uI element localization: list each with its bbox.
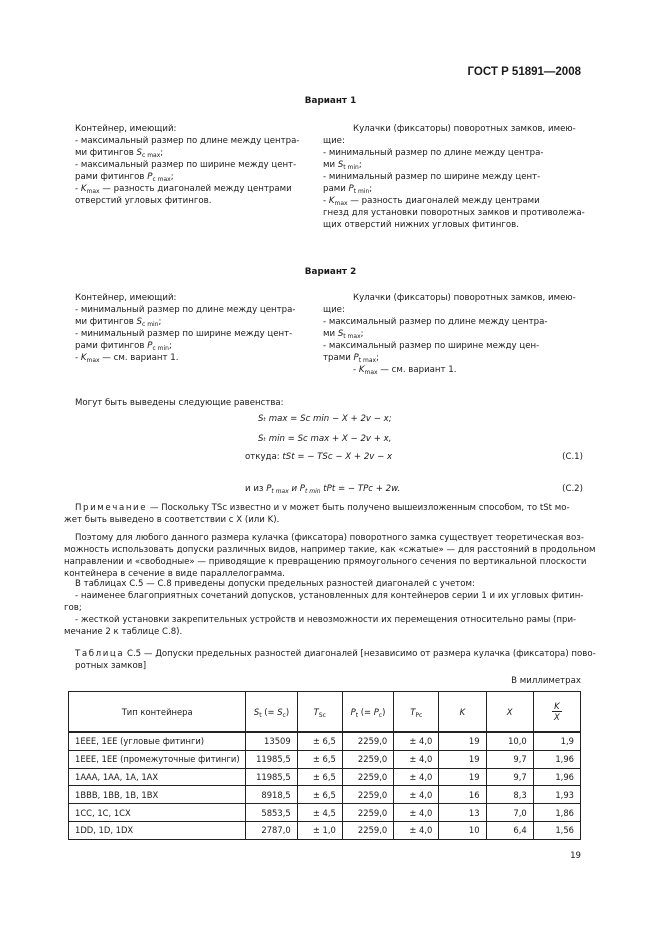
v2-left-l2b: рами фитингов $P_{c min}$; — [75, 341, 172, 352]
v1-left-intro: Контейнер, имеющий: — [75, 124, 177, 134]
para-1b: можность использовать допуски различных видов, например такие, как «сжатые» — для расстояний в продольном — [64, 545, 596, 555]
col-k: K — [439, 692, 486, 733]
table-cell: 2259,0 — [342, 768, 393, 786]
para-1d: контейнера в сечение в виде параллелограмма. — [64, 569, 285, 579]
table-row — [69, 732, 581, 750]
col-type: Тип контейнера — [69, 692, 246, 733]
v1-right-r1a: - минимальный размер по длине между центра- — [323, 148, 544, 158]
table-cell: 1ВВВ, 1ВВ, 1В, 1ВХ — [69, 786, 246, 804]
equation-3-number: (С.1) — [562, 452, 583, 462]
equation-2: Sₜ min = Sc max + X − 2v + x, — [258, 434, 392, 444]
table-cell: 6,4 — [486, 821, 533, 839]
table-units: В миллиметрах — [511, 676, 581, 686]
table-caption-a: Таблица С.5 — Допуски предельных разностей диагоналей [независимо от размера кулачка (фиксатора) пово- — [75, 649, 596, 659]
table-cell: ± 4,0 — [394, 750, 439, 768]
table-cell: 13 — [439, 804, 486, 822]
col-x: X — [486, 692, 533, 733]
table-cell: ± 6,5 — [297, 786, 342, 804]
equation-3: откуда: tSt = − TSc − X + 2v − x — [245, 452, 393, 462]
v1-left-l2b: рами фитингов $P_{c max}$; — [75, 172, 174, 183]
v1-left-l3b: отверстий угловых фитингов. — [75, 196, 212, 206]
v2-right-r2b: трами $P_{t max}$; — [323, 353, 379, 364]
table-cell: 9,7 — [486, 750, 533, 768]
v2-right-r2a: - максимальный размер по ширине между цен- — [323, 341, 540, 351]
table-cell: 1,9 — [533, 732, 580, 750]
note-line-1: Примечание — Поскольку TSc известно и v может быть получено вышеизложенным способом, то tSt мо- — [75, 503, 570, 513]
para-2: В таблицах С.5 — С.8 приведены допуски предельных разностей диагоналей с учетом: — [75, 579, 475, 589]
table-cell: 2259,0 — [342, 750, 393, 768]
table-cell: ± 4,0 — [394, 821, 439, 839]
col-st: $S_t$ (= $S_c$) — [246, 692, 297, 733]
table-cell: 11985,5 — [246, 768, 297, 786]
para-3b: гов; — [64, 603, 82, 613]
table-row — [69, 786, 581, 804]
table-row — [69, 750, 581, 768]
table-row — [69, 821, 581, 839]
equations-intro: Могут быть выведены следующие равенства: — [75, 398, 284, 408]
para-4a: - жесткой установки закрепительных устройств и невозможности их перемещения относительно рамы (при- — [75, 615, 577, 625]
v1-right-r3c: щих отверстий нижних угловых фитингов. — [323, 220, 519, 230]
table-cell: 2259,0 — [342, 804, 393, 822]
para-1a: Поэтому для любого данного размера кулачка (фиксатора) поворотного замка существует теоретическая воз- — [75, 533, 584, 543]
v2-left-intro: Контейнер, имеющий: — [75, 293, 177, 303]
para-1c: направлении и «свободные» — приводящие к превращению прямоугольного сечения по вертикальной плоскости — [64, 557, 587, 567]
table-row — [69, 768, 581, 786]
table-cell: ± 6,5 — [297, 732, 342, 750]
table-cell: 19 — [439, 750, 486, 768]
v1-left-l1a: - максимальный размер по длине между центра- — [75, 136, 300, 146]
tolerance-table — [68, 691, 581, 840]
col-pt: $P_t$ (= $P_c$) — [342, 692, 393, 733]
v2-left-l2a: - минимальный размер по ширине между цент- — [75, 329, 293, 339]
equation-4: и из $P_{t max}$ и $P_{t min}$ tPt = − TPc + 2w. — [245, 484, 401, 495]
table-caption-b: ротных замков] — [75, 661, 147, 671]
col-tpc: $T_{Pc}$ — [394, 692, 439, 733]
table-cell: 2259,0 — [342, 786, 393, 804]
document-id: ГОСТ Р 51891—2008 — [467, 66, 581, 78]
table-cell: 2787,0 — [246, 821, 297, 839]
equation-1: Sₜ max = Sc min − X + 2v − x; — [258, 414, 392, 424]
table-cell: 11985,5 — [246, 750, 297, 768]
table-cell: 19 — [439, 768, 486, 786]
v2-right-intro2: щие: — [323, 305, 345, 315]
table-cell: 13509 — [246, 732, 297, 750]
table-cell: ± 4,0 — [394, 768, 439, 786]
table-cell: 1ЕЕЕ, 1ЕЕ (промежуточные фитинги) — [69, 750, 246, 768]
table-cell: 10 — [439, 821, 486, 839]
v1-right-r2b: рами $P_{t min}$; — [323, 184, 373, 195]
v1-right-intro1: Кулачки (фиксаторы) поворотных замков, имею- — [353, 124, 576, 134]
table-cell: ± 4,5 — [297, 804, 342, 822]
table-cell: 1,56 — [533, 821, 580, 839]
v1-right-r3b: гнезд для установки поворотных замков и противолежа- — [323, 208, 585, 218]
table-cell: ± 1,0 — [297, 821, 342, 839]
table-cell: 7,0 — [486, 804, 533, 822]
table-cell: 1ЕЕЕ, 1ЕЕ (угловые фитинги) — [69, 732, 246, 750]
table-cell: 19 — [439, 732, 486, 750]
para-4b: мечание 2 к таблице С.8). — [64, 627, 183, 637]
equation-4-number: (С.2) — [562, 484, 583, 494]
col-tsc: $T_{Sc}$ — [297, 692, 342, 733]
table-header-row — [69, 692, 581, 733]
v1-right-r3: - $K_{max}$ — разность диагоналей между центрами — [323, 196, 540, 207]
v1-right-intro2: щие: — [323, 136, 345, 146]
table-cell: 1,93 — [533, 786, 580, 804]
v2-right-r1a: - максимальный размер по длине между центра- — [323, 317, 548, 327]
table-cell: 10,0 — [486, 732, 533, 750]
v2-left-l3: - $K_{max}$ — см. вариант 1. — [75, 353, 179, 364]
v2-left-l1b: ми фитингов $S_{c min}$; — [75, 317, 162, 328]
table-cell: ± 4,0 — [394, 804, 439, 822]
table-cell: 1DD, 1D, 1DX — [69, 821, 246, 839]
table-cell: 16 — [439, 786, 486, 804]
table-row — [69, 804, 581, 822]
table-cell: 2259,0 — [342, 732, 393, 750]
table-cell: ± 4,0 — [394, 786, 439, 804]
table-cell: 1,96 — [533, 768, 580, 786]
v1-left-l2a: - максимальный размер по ширине между цент- — [75, 160, 297, 170]
table-cell: 1,96 — [533, 750, 580, 768]
table-cell: 1ААА, 1АА, 1А, 1АХ — [69, 768, 246, 786]
note-line-2: жет быть выведено в соответствии с X (или K). — [64, 515, 280, 525]
v2-right-r3: - $K_{max}$ — см. вариант 1. — [353, 365, 457, 376]
v2-right-r1b: ми $S_{t max}$; — [323, 329, 364, 340]
v1-left-l1b: ми фитингов $S_{c max}$; — [75, 148, 164, 159]
table-cell: 5853,5 — [246, 804, 297, 822]
table-cell: ± 6,5 — [297, 768, 342, 786]
table-cell: 8918,5 — [246, 786, 297, 804]
variant-2-title: Вариант 2 — [304, 267, 357, 277]
v2-left-l1a: - минимальный размер по длине между центра- — [75, 305, 296, 315]
table-cell: ± 6,5 — [297, 750, 342, 768]
v1-left-l3: - $K_{max}$ — разность диагоналей между центрами — [75, 184, 292, 195]
v1-right-r2a: - минимальный размер по ширине между цент- — [323, 172, 541, 182]
table-cell: ± 4,0 — [394, 732, 439, 750]
table-cell: 1,86 — [533, 804, 580, 822]
col-k-over-x: $\frac{K}{X}$ — [533, 692, 580, 733]
table-cell: 9,7 — [486, 768, 533, 786]
table-cell: 2259,0 — [342, 821, 393, 839]
variant-1-title: Вариант 1 — [304, 96, 357, 106]
page-number: 19 — [570, 851, 581, 861]
table-cell: 1СС, 1С, 1СХ — [69, 804, 246, 822]
v1-right-r1b: ми $S_{t min}$; — [323, 160, 362, 171]
v2-right-intro1: Кулачки (фиксаторы) поворотных замков, имею- — [353, 293, 576, 303]
para-3a: - наименее благоприятных сочетаний допусков, установленных для контейнеров серии 1 и их угловых фитин- — [75, 591, 584, 601]
table-cell: 8,3 — [486, 786, 533, 804]
